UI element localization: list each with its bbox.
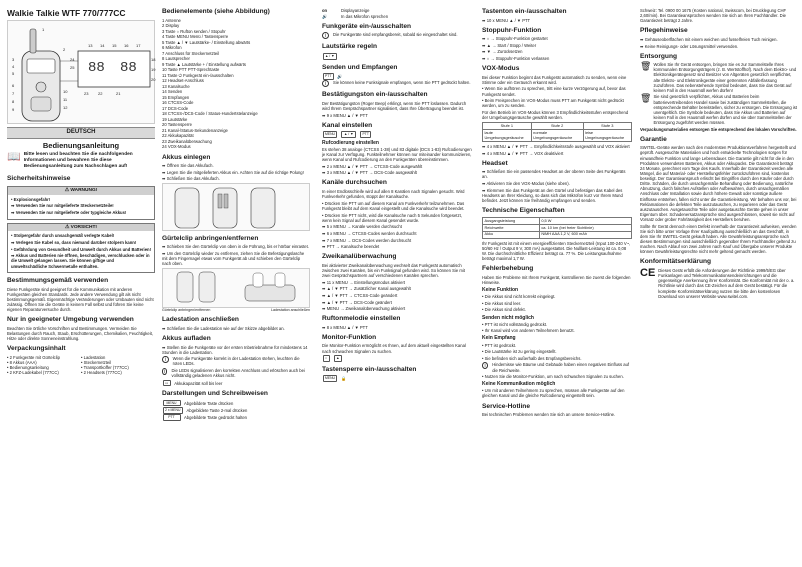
svg-text:14: 14 (100, 43, 105, 49)
caution-item: • Stolpergefahr durch unsachgemäß verlegte Kabel! (11, 233, 151, 238)
scan-heading: Kanäle durchsuchen (322, 179, 387, 187)
package-heading: Verpackungsinhalt (7, 345, 66, 353)
list-item: 2 Display (162, 23, 180, 29)
caution-item: ➡ Akkus und Batterien nie öffnen, beschädigen, verschlucken oder in die Umwelt gelangen lassen. Sie können giftige und umweltschädliche Schwermetalle enthalten. (11, 253, 151, 268)
list-item: 12 Headset-Anschluss (162, 78, 204, 84)
headset-heading: Headset (482, 159, 508, 167)
roger-heading: Bestätigungston ein-/ausschalten (322, 91, 428, 99)
microphone-icon: 🔊 (322, 13, 328, 19)
stopwatch-heading: Stoppuhr-Funktion (482, 26, 542, 34)
document-title: Walkie Talkie WTF 770/777CC (7, 8, 126, 18)
elements-list (162, 18, 310, 150)
monitor-heading: Monitor-Funktion (322, 333, 377, 341)
info-icon: i (162, 368, 167, 375)
charge-heading: Akkus aufladen (162, 334, 211, 342)
svg-text:88: 88 (88, 60, 105, 77)
list-item: 3 Taste ○ Rufton senden / Stopuhr (162, 28, 226, 34)
warning-icon: ⚠ (64, 187, 71, 193)
caution-item: ➡ Verlegen Sie Kabel so, dass niemand darüber stolpern kann! (11, 240, 151, 245)
info-icon: i (162, 356, 169, 363)
battery-figure (162, 183, 310, 231)
svg-text:24: 24 (70, 57, 75, 63)
warranty-heading: Garantie (640, 135, 667, 143)
microphone-icon: 🔊 (337, 73, 343, 79)
care-heading: Pflegehinweise (640, 27, 688, 35)
station-caption: Ladestation anschließen (271, 307, 310, 312)
svg-text:19: 19 (151, 67, 156, 73)
warning-item: ➡ Verwenden Sie nur mitgelieferte Steckernetzteile! (11, 203, 151, 208)
clip-heading: Gürtelclip anbringen/entfernen (162, 234, 259, 242)
svg-text:12: 12 (63, 105, 68, 111)
warning-item: • Explosionsgefahr! (11, 197, 151, 202)
ce-mark-icon: CE (640, 267, 656, 279)
list-item: 10 Taste PTT PTT-Sprechtaste (162, 67, 220, 73)
list-item: 23 Zweikanalüberwachung (162, 138, 212, 144)
vox-table: Stufe 1 Stufe 2 Stufe 3 laute Umgebungsgeräusche normale Umgebungsgeräusche leise Umgebungsgeräusche (482, 122, 632, 142)
list-item: 4 Taste MENU Menü / Tastensperre (162, 34, 229, 40)
svg-text:3: 3 (12, 57, 15, 63)
manual-heading: Bedienungsanleitung (42, 140, 120, 150)
svg-text:17: 17 (136, 43, 141, 49)
svg-text:13: 13 (88, 43, 93, 49)
intended-use-text: Diese Funkgeräte sind geeignet für die Kommunikation mit anderen Funkgeräten gleichen Standards. Jede andere Verwendung gilt als nicht bestimmungsgemäß. Eigenmächtige Veränderungen oder Umbauten sind nicht zulässig. Öffnen Sie die Geräte in keinem Fall selbst und führen Sie keine eigenen Reparaturversuche durch. (7, 286, 154, 313)
warning-item: ➡ Verwenden Sie nur mitgelieferte oder typgleiche Akkus! (11, 210, 151, 215)
info-icon: i (322, 80, 329, 87)
lock-icon: 🔒 (340, 376, 347, 382)
svg-text:6: 6 (12, 83, 15, 89)
ring-heading: Ruftonmelodie einstellen (322, 315, 401, 323)
tech-heading: Technische Eigenschaften (482, 206, 565, 214)
svg-text:20: 20 (151, 77, 156, 83)
power-heading: Funkgeräte ein-/ausschalten (322, 22, 412, 30)
recycle-bin-icon: 🗑 (640, 93, 652, 104)
list-item: 11 Taste ⏻ Funkgerät ein-/ausschalten (162, 72, 234, 78)
battery-low-icon: ▭ (163, 380, 171, 387)
list-item: 20 Tastensperre (162, 122, 192, 128)
dual-heading: Zweikanalüberwachung (322, 253, 397, 261)
walkie-talkie-illustration (8, 21, 156, 125)
column-4: Tastenton ein-/ausschalten ➡ 10 x MENU ▲ / ▼ PTT Stoppuhr-Funktion ➡ ○ → Stoppuhr-Funktion gestartet ➡ ▲ → Start / Stopp / Weiter ➡ ▼ → Zurücksetzen ➡ ○ → Stoppuhr-Funktion verlassen VOX-Modus Bei dieser Funktion beginnt das Funkgerät automatisch zu senden, wenn eine Stimme oder ein Geräusch erkannt wird. • Wenn Sie aufhören zu sprechen, tritt eine kurze Verzögerung auf, bevor das Funkgerät sendet. • Beim Freisprechen im VOX-Modus muss PTT am Funkgerät nicht gedrückt werden, um zu senden. Für den Betrieb im VOX-Modus können 3 Empfindlichkeitsstufen entsprechend der Umgebungsgeräusche gewählt werden. Stufe 1 Stufe 2 Stufe 3 laute Umgebungsgeräusche normale Umgebungsgeräusche leise Umgebungsgeräusche ➡ 4 x MENU ▲ / ▼ PTT → Empfindlichkeitsstufe ausgewählt und VOX aktiviert ➡ 4 x MENU ▲ / ▼ PTT → VOX deaktiviert Headset ➡ Schließen Sie ein passendes Headset an der oberen Seite des Funkgeräts an. ➡ Aktivieren Sie den VOX-Modus (siehe oben). ➡ Klemmen Sie das Funkgerät an den Gürtel und befestigen das Kabel des Headsets an Ihrer Kleidung, so dass sich das Mikrofon kurz vor Ihrem Mund befindet. Jetzt können Sie freihändig empfangen und senden. Technische Eigenschaften Ausgangsleistung 0,5 W Reichweite ca. 10 km (bei freier Sichtlinie) Akku NiMH AAA 1,2 V, 600 mAh Ihr Funkgerät ist mit einem energieeffizienten Steckernetzteil (Input 100-240 V~, 50/60 Hz / Output 9 V, 300 mA) ausgestattet. Die Nulllast-Leistung ist ca. 0,08 W. Die durchschnittliche Effizienz beträgt ca. 77 %. Die Leistungsaufnahme beträgt maximal 1,7 W. Fehlerbehebung Haben Sie Probleme mit Ihrem Funkgerät, kontrollieren Sie zuerst die folgenden Hinweise. Keine Funktion • Die Akkus sind nicht korrekt eingelegt. • Die Akkus sind leer. • Die Akkus sind defekt. Senden nicht möglich • PTT ist nicht vollständig gedrückt. • Ihr Kanal wird von anderen Teilnehmern benutzt. Kein Empfang • PTT ist gedrückt. • Die Lautstärke ist zu gering eingestellt. • Sie befinden sich außerhalb des Empfangsbereichs. i Hindernisse wie Bäume und Gebäude haben einen negativen Einfluss auf die Reichweite. • Nutzen Sie die Monitor-Funktion, um nach schwachen Signalen zu suchen. Keine Kommunikation möglich • Um mit anderen Teilnehmern zu sprechen, müssen alle Funkgeräte auf den gleichen Kanal und die gleiche Rufcodierung eingestellt sein. Service-Hotline Bei technischen Problemen wenden Sie sich an unsere Service-Hotline. (482, 8, 632, 561)
battery-illustration (163, 184, 311, 232)
keylock-heading: Tastensperre ein-/ausschalten (322, 365, 417, 373)
svg-text:11: 11 (63, 97, 68, 103)
svg-text:8: 8 (12, 99, 15, 105)
info-icon: i (482, 362, 488, 369)
list-item: 17 DCS-Code (162, 105, 189, 111)
list-item: 6 Mikrofon (162, 45, 182, 51)
dispose-heading: Entsorgung (640, 52, 677, 60)
svg-text:10: 10 (63, 89, 68, 95)
list-item: 5 Taste ▲ / ▼ Lautstärke- / Einstellung abwärts (162, 39, 251, 45)
svg-text:23: 23 (84, 91, 89, 97)
language-bar: DEUTSCH (7, 127, 155, 138)
send-heading: Senden und Empfangen (322, 63, 398, 71)
list-item: 15 Empfangen (162, 94, 190, 100)
caution-item: • Gefährdung von Gesundheit und Umwelt durch Akkus und Batterien! (11, 247, 151, 252)
channel-heading: Kanal einstellen (322, 121, 373, 129)
intended-use-heading: Bestimmungsgemäß verwenden (7, 277, 109, 285)
station-heading: Ladestation anschließen (162, 316, 239, 324)
svg-text:88: 88 (120, 60, 137, 77)
list-item: 13 Kanalsuche (162, 83, 190, 89)
clip-caption: Gürtelclip anbringen/entfernen (162, 307, 211, 312)
package-list: • 2 Funkgeräte mit Gürtelclip • Ladestation • 8 Akkus (AAA) • Steckernetzteil • Bedienungsanleitung • Transportkoffer (777CC) • 2 KFZ-Ladekabel (777CC) • 2 Headsets (777CC) (7, 355, 155, 376)
code-heading: Rufcodierung einstellen (322, 139, 379, 146)
environment-heading: Nur in geeigneter Umgebung verwenden (7, 316, 134, 324)
vox-heading: VOX-Modus (482, 65, 520, 73)
fig-label: 1 (42, 27, 45, 33)
volume-keys: ▲ / ▼ (323, 53, 338, 60)
help-heading: Fehlerbehebung (482, 265, 534, 273)
svg-text:5: 5 (12, 71, 15, 77)
svg-text:9: 9 (12, 107, 15, 113)
svg-text:16: 16 (124, 43, 129, 49)
display-heading: Darstellungen und Schreibweisen (162, 390, 268, 398)
list-item: 18 CTCSS-/DCS-Code / Status-Hundertstelanzeige (162, 111, 258, 117)
keytone-heading: Tastenton ein-/ausschalten (482, 8, 567, 15)
list-item: 19 Lautstärke (162, 116, 188, 122)
list-item: 16 CTCSS-Code (162, 100, 194, 106)
svg-text:21: 21 (116, 91, 121, 97)
list-item: 21 Kanal-/Status-Sekundenanzeige (162, 127, 228, 133)
elements-heading: Bedienelemente (siehe Abbildung) (162, 8, 270, 15)
svg-text:18: 18 (151, 57, 156, 63)
svg-text:25: 25 (70, 65, 75, 71)
akku-heading: Akkus einlegen (162, 153, 211, 161)
hotline-heading: Service-Hotline (482, 402, 531, 410)
list-item: 7 Anschluss für Steckernetzteil (162, 50, 220, 56)
volume-heading: Lautstärke regeln (322, 43, 377, 51)
column-1 (7, 8, 155, 561)
column-3: on Displayanzeige 🔊 In das Mikrofon sprechen Funkgeräte ein-/ausschalten i Die Funkgeräte sind empfangsbereit, sobald sie eingeschaltet sind. Lautstärke regeln ▲ / ▼ Senden und Empfangen PTT 🔊 i Sie können keine Funksignale empfangen, wenn Sie PTT gedrückt halten. Bestätigungston ein-/ausschalten Der Bestätigungston (Roger Beep) erklingt, wenn Sie PTT loslassen. Dadurch wird Ihrem Gesprächspartner signalisiert, dass Ihre Übertragung beendet ist. ➡ 9 x MENU ▲ / ▼ PTT Kanal einstellen MENU ▲ / ▼ PTT Rufcodierung einstellen Es stehen 38 analoge (CTCSS 1-38) und 83 digitale (DCS 1-83) Rufcodierungen je Kanal zur Verfügung. Funkteilnehmer können nur miteinander kommunizieren, wenn Kanal und Rufcodierung an den Funkgeräten übereinstimmen. ➡ 2 x MENU ▲ / ▼ PTT → CTCSS-Code ausgewählt ➡ 3 x MENU ▲ / ▼ PTT → DCS-Code ausgewählt Kanäle durchsuchen In einer Endlosschleife wird auf allen 8 Kanälen nach Signalen gesucht. Wird Funkverkehr gefunden, stoppt der Kanalsuche. • Drücken Sie PTT um auf diesem Kanal am Funkverkehr teilzunehmen. Das Funkgerät bleibt auf dem Kanal eingestellt und die Kanalsuche wird beendet. • Drücken Sie PTT nicht, wird die Kanalsuche nach 5 Sekunden fortgesetzt, wenn kein Signal auf diesem Kanal gesendet wurde. ➡ 5 x MENU → Kanäle werden durchsucht ➡ 6 x MENU → CTCSS-Codes werden durchsucht ➡ 7 x MENU → DCS-Codes werden durchsucht ➡ PTT → Kanalsuche beendet Zweikanalüberwachung Bei aktivierter Zweikanalüberwachung wechselt das Funkgerät automatisch zwischen zwei Kanälen, bis ein Funksignal gefunden wird. So können Sie mit zwei Gesprächspartnern auf verschiedenen Kanälen sprechen. ➡ 11 x MENU → Einstellungsmodus aktiviert ➡ ▲ / ▼ PTT → Zusätzlicher Kanal ausgewählt ➡ ▲ / ▼ PTT → CTCSS-Code geändert ➡ ▲ / ▼ PTT → DCS-Code geändert ➡ MENU → Zweikanalüberwachung aktiviert Ruftonmelodie einstellen ➡ 8 x MENU ▲ / ▼ PTT Monitor-Funktion Die Monitor-Funktion ermöglicht es Ihnen, auf dem aktuell eingestellten Kanal nach schwachen Signalen zu suchen. ○ ▲ Tastensperre ein-/ausschalten MENU 🔒 (322, 8, 472, 561)
clip-station-figure (162, 268, 310, 308)
info-icon: i (322, 32, 329, 39)
list-item: 9 Taste ▲ Lautstärke + / Einstellung aufwärts (162, 61, 247, 67)
warning-box: ⚠ WARNUNG! • Explosionsgefahr! ➡ Verwenden Sie nur mitgelieferte Steckernetzteile! ➡ Verwenden Sie nur mitgelieferte oder typgleiche Akkus! (7, 186, 155, 220)
svg-text:7: 7 (12, 91, 15, 97)
list-item: 14 Senden (162, 89, 183, 95)
book-icon: 📖 (7, 150, 21, 163)
list-item: 1 Antenne (162, 17, 181, 23)
column-2: Bedienelemente (siehe Abbildung) 1 Antenne 2 Display 3 Taste ○ Rufton senden / Stopuhr 4 Taste MENU Menü / Tastensperre 5 Taste ▲ / ▼ Lautstärke- / Einstellung abwärts 6 Mikrofon 7 Anschluss für Steckernetzteil 8 Lautsprecher 9 Taste ▲ Lautstärke + / Einstellung aufwärts 10 Taste PTT PTT-Sprechtaste 11 Taste ⏻ Funkgerät ein-/ausschalten 12 Headset-Anschluss 13 Kanalsuche 14 Senden 15 Empfangen 16 CTCSS-Code 17 DCS-Code 18 CTCSS-/DCS-Code / Status-Hundertstelanzeige 19 Lautstärke 20 Tastensperre 21 Kanal-/Status-Sekundenanzeige 22 Akkukapazität 23 Zweikanalüberwachung 24 VOX-Modus Akkus einlegen ➡ Öffnen Sie das Akkufach. ➡ Legen Sie die mitgelieferten Akkus ein. Achten Sie auf die richtige Polung! ➡ Schließen Sie das Akkufach. Gürtelclip anbringen/entfernen ➡ Schieben Sie den Gürtelclip von oben in die Führung, bis er hörbar einrastet. ➡ Um den Gürtelclip wieder zu entfernen, ziehen Sie die Befestigungslasche mit dem Fingernagel etwas vom Funkgerät ab und schieben den Gürtelclip nach oben. Gürtelclip anbringen/entfernen Ladestation anschließen Ladestation anschließen ➡ Schließen Sie die Ladestation wie auf der Skizze abgebildet an. Akkus aufladen ➡ Stellen Sie die Funkgeräte vor der ersten Inbetriebnahme für mindestens 14 Stunden in die Ladestation. i Wenn die Funkgeräte korrekt in der Ladestation stehen, leuchten die roten LEDs. i Die LEDs signalisieren den korrekten Anschluss und erlöschen auch bei vollständig geladenen Akkus nicht. ▭ Akkukapazität soll bis leer Darstellungen und Schreibweisen MENU Abgebildete Taste drücken 2 x MENU Abgebildete Taste 2-mal drücken PTT Abgebildete Taste gedrückt halten (162, 8, 310, 561)
manual-intro: Bitte lesen und beachten Sie die nachfolgenden Informationen und bewahren Sie diese Bedienungsanleitung zum Nachschlagen auf! (23, 151, 133, 169)
warning-icon: ⚠ (64, 224, 71, 230)
recycle-bin-icon: 🗑 (640, 61, 652, 72)
svg-text:2: 2 (63, 47, 66, 53)
conformity-heading: Konformitätserklärung (640, 258, 712, 266)
tech-table: Ausgangsleistung 0,5 W Reichweite ca. 10 km (bei freier Sichtlinie) Akku NiMH AAA 1,2 V, 600 mAh (482, 217, 632, 239)
svg-text:15: 15 (112, 43, 117, 49)
device-figure (7, 20, 155, 124)
environment-text: Beachten Sie örtliche Vorschriften und Bestimmungen. Vermeiden Sie Belastungen durch Rauch, Staub, Erschütterungen, Chemikalien, Feuchtigkeit, Hitze oder direkte Sonneneinstrahlung. (7, 325, 153, 342)
list-item: 24 VOX-Modus (162, 144, 191, 150)
svg-text:4: 4 (12, 64, 15, 70)
safety-heading: Sicherheitshinweise (7, 174, 71, 182)
column-5: Schweiz: Tel. 0900 00 1675 (Kosten national, Swisscom, bei Drucklegung CHF 2,60/min). Bei Garantieansprüchen wenden Sie sich an Ihren Fachhändler. Die Garantiezeit beträgt 2 Jahre. Pflegehinweise ➡ Gehäuseoberflächen mit einem weichen und fusselfreien Tuch reinigen. ➡ Keine Reinigungs- oder Lösungsmittel verwenden. Entsorgung 🗑 Wollen Sie Ihr Gerät entsorgen, bringen Sie es zur Sammelstelle Ihres kommunalen Entsorgungsträgers (z. B. Wertstoffhof). Nach dem Elektro- und Elektronikgerätegesetz sind Besitzer von Altgeräten gesetzlich verpflichtet, alte Elektro- und Elektronikgeräte einer getrennten Abfallerfassung zuzuführen. Das nebenstehende Symbol bedeutet, dass Sie das Gerät auf keinen Fall in den Hausmüll werfen dürfen! 🗑 Sie sind gesetzlich verpflichtet, Akkus und Batterien beim batterievertreibenden Handel sowie bei zuständigen Sammelstellen, die entsprechende Behälter bereitstellen, sicher zu entsorgen. Die Entsorgung ist unentgeltlich. Die Symbole bedeuten, dass Sie Akkus und Batterien auf keinen Fall in den Hausmüll werfen dürfen und sie über Sammelstellen der Entsorgung zugeführt werden müssen. Verpackungsmaterialien entsorgen Sie entsprechend den lokalen Vorschriften. Garantie SWITEL-Geräte werden nach den modernsten Produktionsverfahren hergestellt und geprüft. Ausgesuchte Materialien und hoch entwickelte Technologien sorgen für einwandfreie Funktion und lange Lebensdauer. Die Garantie gilt nicht für die in den Produkten verwendeten Batterien, Akkus oder Akkupacks. Die Garantiezeit beträgt 24 Monate, gerechnet vom Tage des Kaufs. Innerhalb der Garantiezeit werden alle Mängel, die auf Material- oder Herstellungsfehler zurückzuführen sind, kostenlos beseitigt. Der Garantieanspruch erlischt bei Eingriffen durch den Käufer oder durch Dritte. Schäden, die durch unsachgemäße Behandlung oder Bedienung, natürliche Abnutzung, durch falsches Aufstellen oder Aufbewahren, durch unsachgemäßen Anschluss oder Installation sowie durch höhere Gewalt oder sonstige äußere Einflüsse entstehen, fallen nicht unter die Garantieleistung. Wir behalten uns vor, bei Reklamationen die defekten Teile auszutauschen, zu reparieren oder das Gerät auszutauschen. Ausgetauschte Teile oder ausgetauschte Geräte gehen in unser Eigentum über. Schadenersatzansprüche sind ausgeschlossen, soweit sie nicht auf Vorsatz oder grober Fahrlässigkeit des Herstellers beruhen. Sollte Ihr Gerät dennoch einen Defekt innerhalb der Garantiezeit aufweisen, wenden Sie sich bitte unter Vorlage Ihrer Kaufquittung ausschließlich an das Geschäft, in dem Sie Ihr SWITEL-Gerät gekauft haben. Alle Gewährleistungsansprüche nach diesen Bestimmungen sind ausschließlich gegenüber Ihrem Fachhändler geltend zu machen. Nach Ablauf von zwei Jahren nach Kauf und Übergabe unserer Produkte können Gewährleistungsrechte nicht mehr geltend gemacht werden. Konformitätserklärung CE Dieses Gerät erfüllt die Anforderungen der Richtlinie 1999/5/EG über Funkanlagen und Telekommunikationsendeinrichtungen und die gegenseitige Anerkennung ihrer Konformität. Die Konformität mit der o. a. Richtlinie wird durch das CE-Zeichen auf dem Gerät bestätigt. Für die komplette Konformitätserklärung nutzen Sie bitte den kostenlosen Download von unserer Website www.switel.com. (640, 8, 798, 561)
svg-text:22: 22 (98, 91, 103, 97)
list-item: 8 Lautsprecher (162, 56, 190, 62)
caution-box: ⚠ VORSICHT! • Stolpergefahr durch unsachgemäß verlegte Kabel! ➡ Verlegen Sie Kabel so, dass niemand darüber stolpern kann! • Gefährdung von Gesundheit und Umwelt durch Akkus und Batterien! ➡ Akkus und Batterien nie öffnen, beschädigen, verschlucken oder in die Umwelt gelangen lassen. Sie können giftige und umweltschädliche Schwermetalle enthalten. (7, 223, 155, 274)
list-item: 22 Akkukapazität (162, 133, 194, 139)
clip-station-illustration (163, 269, 311, 309)
